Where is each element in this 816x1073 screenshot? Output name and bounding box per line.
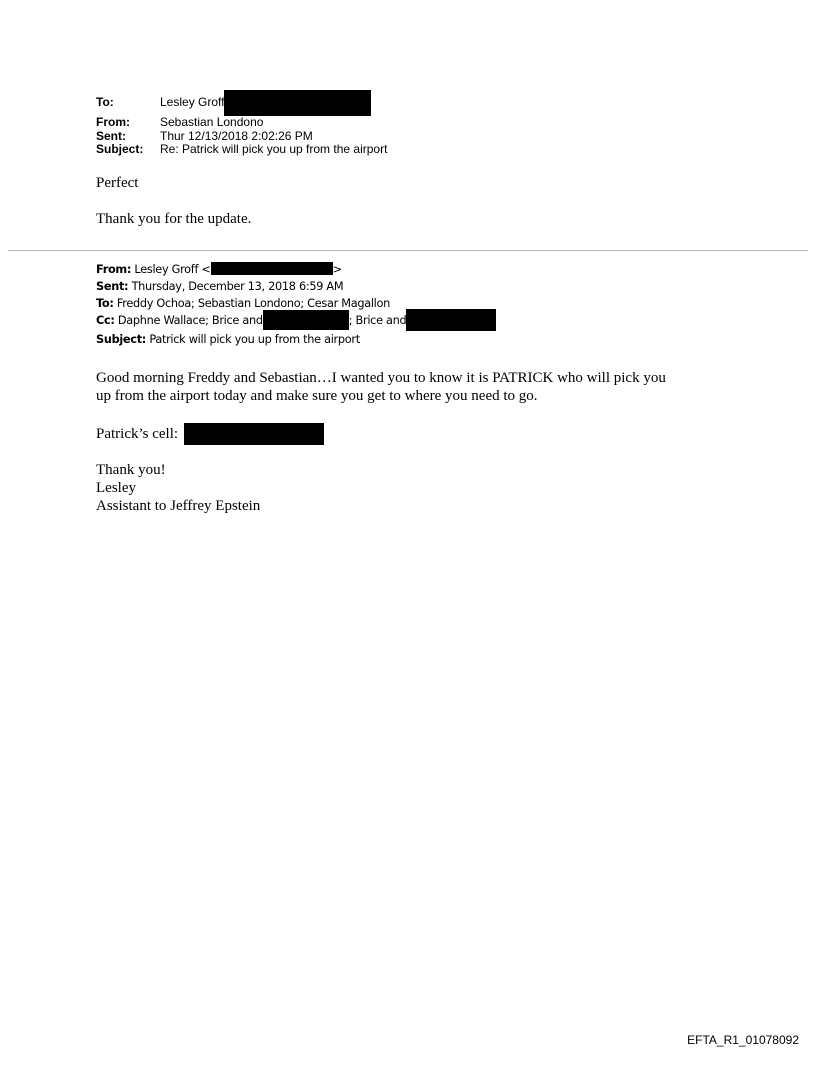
fwd-cc-value-2: ; Brice and	[348, 314, 407, 327]
reply-line-1: Perfect	[96, 175, 139, 191]
sent-label: Sent:	[96, 128, 126, 143]
to-value	[160, 96, 371, 116]
redaction-block	[263, 310, 349, 330]
signoff-line-3: Assistant to Jeffrey Epstein	[96, 498, 261, 514]
cell-label: Patrick’s cell:	[96, 426, 179, 442]
from-row	[96, 116, 387, 130]
fwd-to-value: Freddy Ochoa; Sebastian Londono; Cesar Magallon	[116, 297, 390, 310]
subject-row	[96, 143, 387, 157]
fwd-cc-value-1: Daphne Wallace; Brice and	[117, 314, 263, 327]
from-value: Sebastian Londono	[160, 115, 264, 129]
cell-row	[96, 426, 324, 445]
fwd-sent-label: Sent:	[96, 280, 129, 293]
to-label: To:	[96, 95, 114, 109]
subject-label: Subject:	[96, 142, 144, 156]
signoff-line-1: Thank you!	[96, 462, 166, 478]
fwd-cc-label: Cc:	[96, 314, 115, 327]
forwarded-header	[96, 261, 496, 348]
sent-row	[96, 130, 387, 144]
fwd-from-value: Lesley Groff <	[134, 263, 211, 276]
fwd-cc-row	[96, 312, 496, 331]
signoff-line-2: Lesley	[96, 480, 136, 496]
to-name: Lesley Groff	[160, 95, 225, 109]
body-paragraph-line-2: up from the airport today and make sure you get to where you need to go.	[96, 388, 538, 404]
fwd-sent-row	[96, 278, 496, 295]
subject-value: Re: Patrick will pick you up from the airport	[160, 142, 388, 156]
email-header	[96, 96, 387, 157]
redaction-block	[211, 262, 333, 275]
divider	[8, 250, 808, 251]
fwd-subject-row	[96, 331, 496, 348]
redaction-block	[184, 423, 324, 445]
document-id: EFTA_R1_01078092	[687, 1033, 799, 1047]
fwd-subject-value: Patrick will pick you up from the airport	[149, 333, 360, 346]
to-row	[96, 96, 387, 116]
sent-value: Thur 12/13/2018 2:02:26 PM	[160, 128, 313, 143]
redaction-block	[224, 90, 371, 116]
from-label: From:	[96, 115, 130, 129]
fwd-to-label: To:	[96, 297, 114, 310]
redaction-block	[406, 309, 496, 331]
fwd-from-close: >	[332, 263, 342, 276]
fwd-from-row	[96, 261, 496, 278]
fwd-from-label: From:	[96, 263, 132, 276]
fwd-subject-label: Subject:	[96, 333, 147, 346]
fwd-sent-value: Thursday, December 13, 2018 6:59 AM	[131, 280, 344, 293]
body-paragraph-line-1: Good morning Freddy and Sebastian…I wanted you to know it is PATRICK who will pick you	[96, 370, 666, 386]
reply-line-2: Thank you for the update.	[96, 211, 252, 227]
